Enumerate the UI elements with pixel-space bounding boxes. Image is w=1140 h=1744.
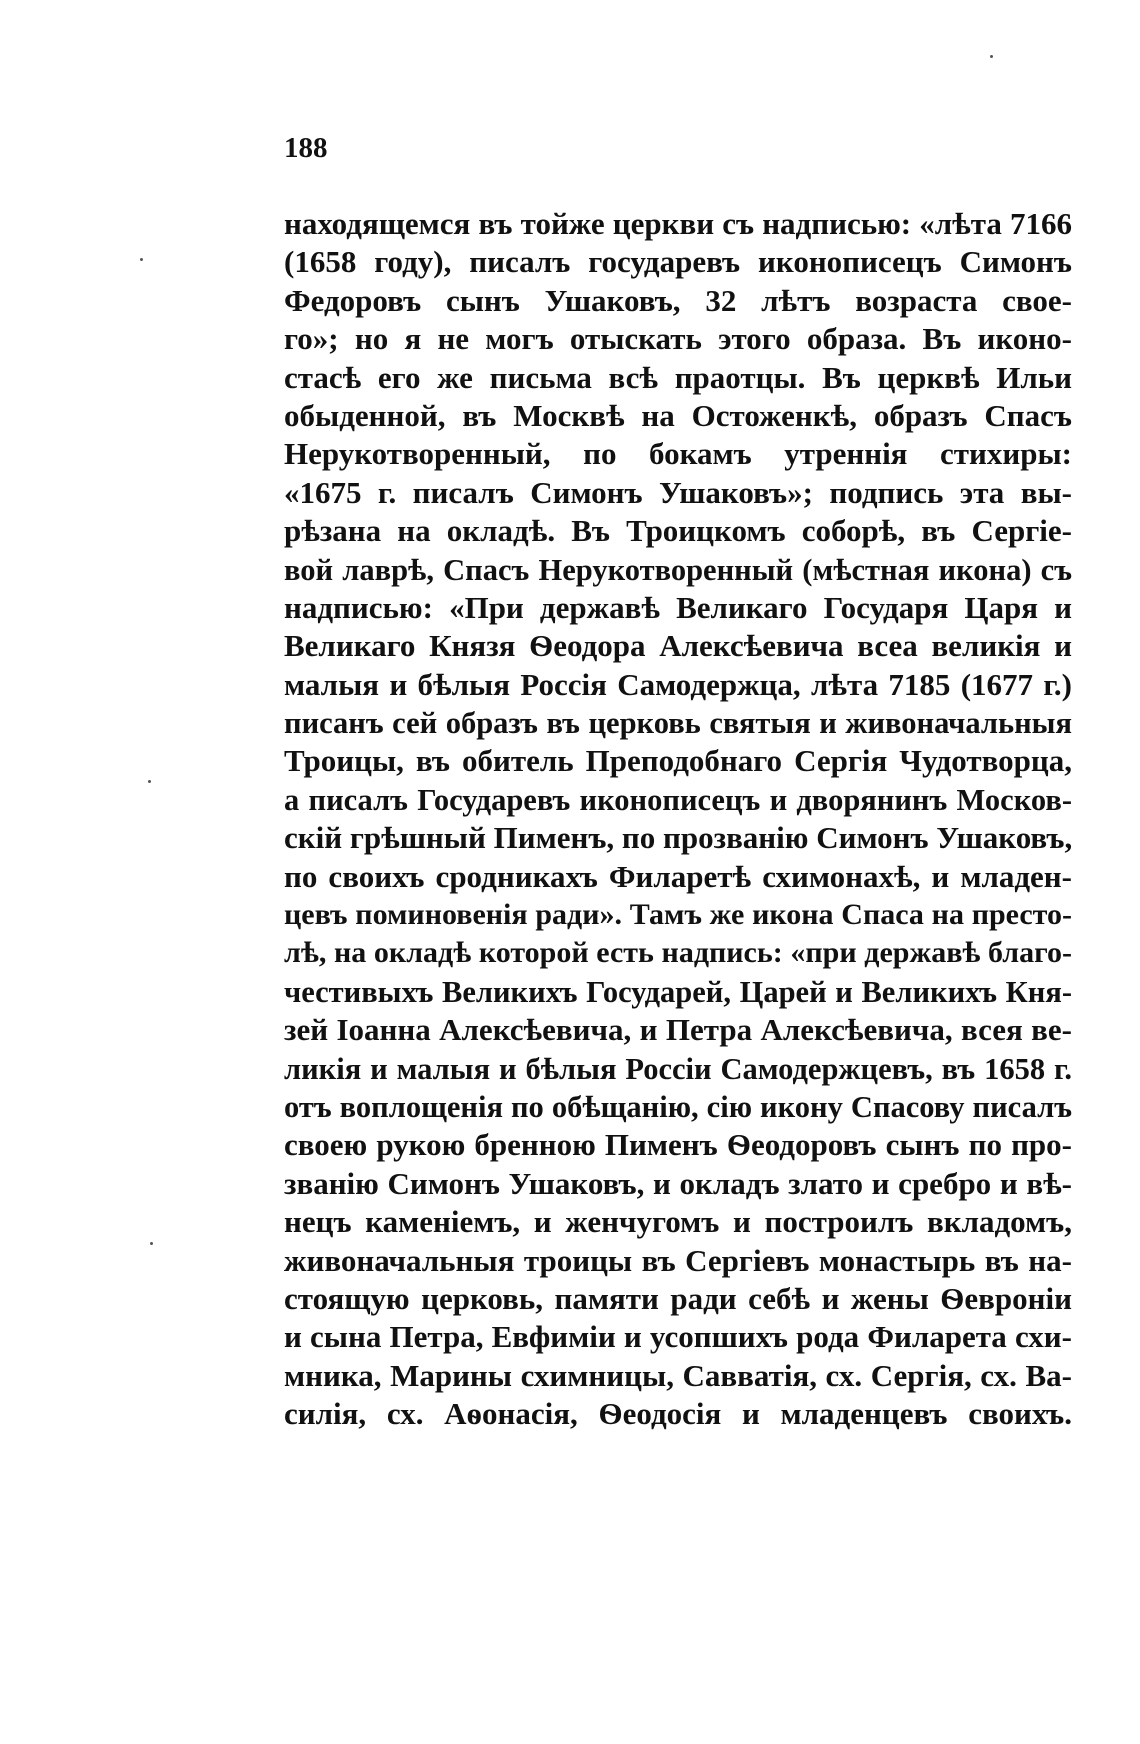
text-line: стасѣ его же письма всѣ праотцы. Въ церквѣ Ильи	[284, 359, 1072, 395]
text-line: своею рукою бренною Пименъ Ѳеодоровъ сынъ по про-	[284, 1127, 1072, 1163]
text-line: рѣзана на окладѣ. Въ Троицкомъ соборѣ, въ Сергіе-	[284, 513, 1072, 549]
text-line: вой лаврѣ, Спасъ Нерукотворенный (мѣстная икона) съ	[284, 552, 1072, 587]
text-line: мника, Марины схимницы, Савватія, сх. Сергія, сх. Ва-	[284, 1357, 1072, 1393]
print-speck	[990, 55, 993, 58]
text-line: (1658 году), писалъ государевъ иконописецъ Симонъ	[284, 244, 1072, 280]
text-line: нецъ каменіемъ, и женчугомъ и построилъ вкладомъ,	[284, 1204, 1072, 1240]
text-line: находящемся въ тойже церкви съ надписью: «лѣта 7166	[284, 206, 1072, 241]
text-line: и сына Петра, Евфиміи и усопшихъ рода Филарета схи-	[284, 1319, 1072, 1355]
text-line: Великаго Князя Ѳеодора Алексѣевича всеа великія и	[284, 628, 1072, 664]
text-line: по своихъ сродникахъ Филаретѣ схимонахѣ, и младен-	[284, 858, 1072, 894]
text-line: скій грѣшный Пименъ, по прозванію Симонъ Ушаковъ,	[284, 820, 1072, 856]
text-line: а писалъ Государевъ иконописецъ и дворянинъ Москов-	[284, 782, 1072, 817]
text-line: стоящую церковь, памяти ради себѣ и жены Ѳевроніи	[284, 1280, 1072, 1316]
print-speck	[148, 780, 151, 783]
page-number: 188	[284, 132, 328, 164]
print-speck	[150, 1242, 153, 1245]
text-line: честивыхъ Великихъ Государей, Царей и Великихъ Кня-	[284, 974, 1072, 1009]
text-line: надписью: «При державѣ Великаго Государя Царя и	[284, 589, 1072, 625]
text-line: го»; но я не могъ отыскать этого образа. Въ иконо-	[284, 321, 1072, 357]
text-line: званію Симонъ Ушаковъ, и окладъ злато и сребро и вѣ-	[284, 1165, 1072, 1201]
text-line: писанъ сей образъ въ церковь святыя и живоначальныя	[284, 706, 1072, 741]
text-line: Троицы, въ обитель Преподобнаго Сергія Чудотворца,	[284, 743, 1072, 779]
text-line: живоначальныя троицы въ Сергіевъ монастырь въ на-	[284, 1242, 1072, 1278]
text-line: цевъ поминовенія ради». Тамъ же икона Спаса на престо-	[284, 898, 1072, 932]
text-line: зей Іоанна Алексѣевича, и Петра Алексѣевича, всея ве-	[284, 1012, 1072, 1048]
text-line: силія, сх. Аѳонасія, Ѳеодосія и младенцевъ своихъ.	[284, 1396, 1072, 1432]
text-line: Нерукотворенный, по бокамъ утреннія стихиры:	[284, 436, 1072, 472]
text-line: обыденной, въ Москвѣ на Остоженкѣ, образъ Спасъ	[284, 397, 1072, 433]
text-line: лѣ, на окладѣ которой есть надпись: «при державѣ благо-	[284, 936, 1072, 970]
body-text	[284, 205, 1072, 1434]
text-line: малыя и бѣлыя Россія Самодержца, лѣта 7185 (1677 г.)	[284, 666, 1072, 702]
text-line: «1675 г. писалъ Симонъ Ушаковъ»; подпись эта вы-	[284, 474, 1072, 510]
text-line: Федоровъ сынъ Ушаковъ, 32 лѣтъ возраста свое-	[284, 282, 1072, 318]
text-line: отъ воплощенія по обѣщанію, сію икону Спасову писалъ	[284, 1089, 1072, 1124]
print-speck	[140, 258, 143, 261]
text-line: ликія и малыя и бѣлыя Россіи Самодержцевъ, въ 1658 г.	[284, 1051, 1072, 1086]
